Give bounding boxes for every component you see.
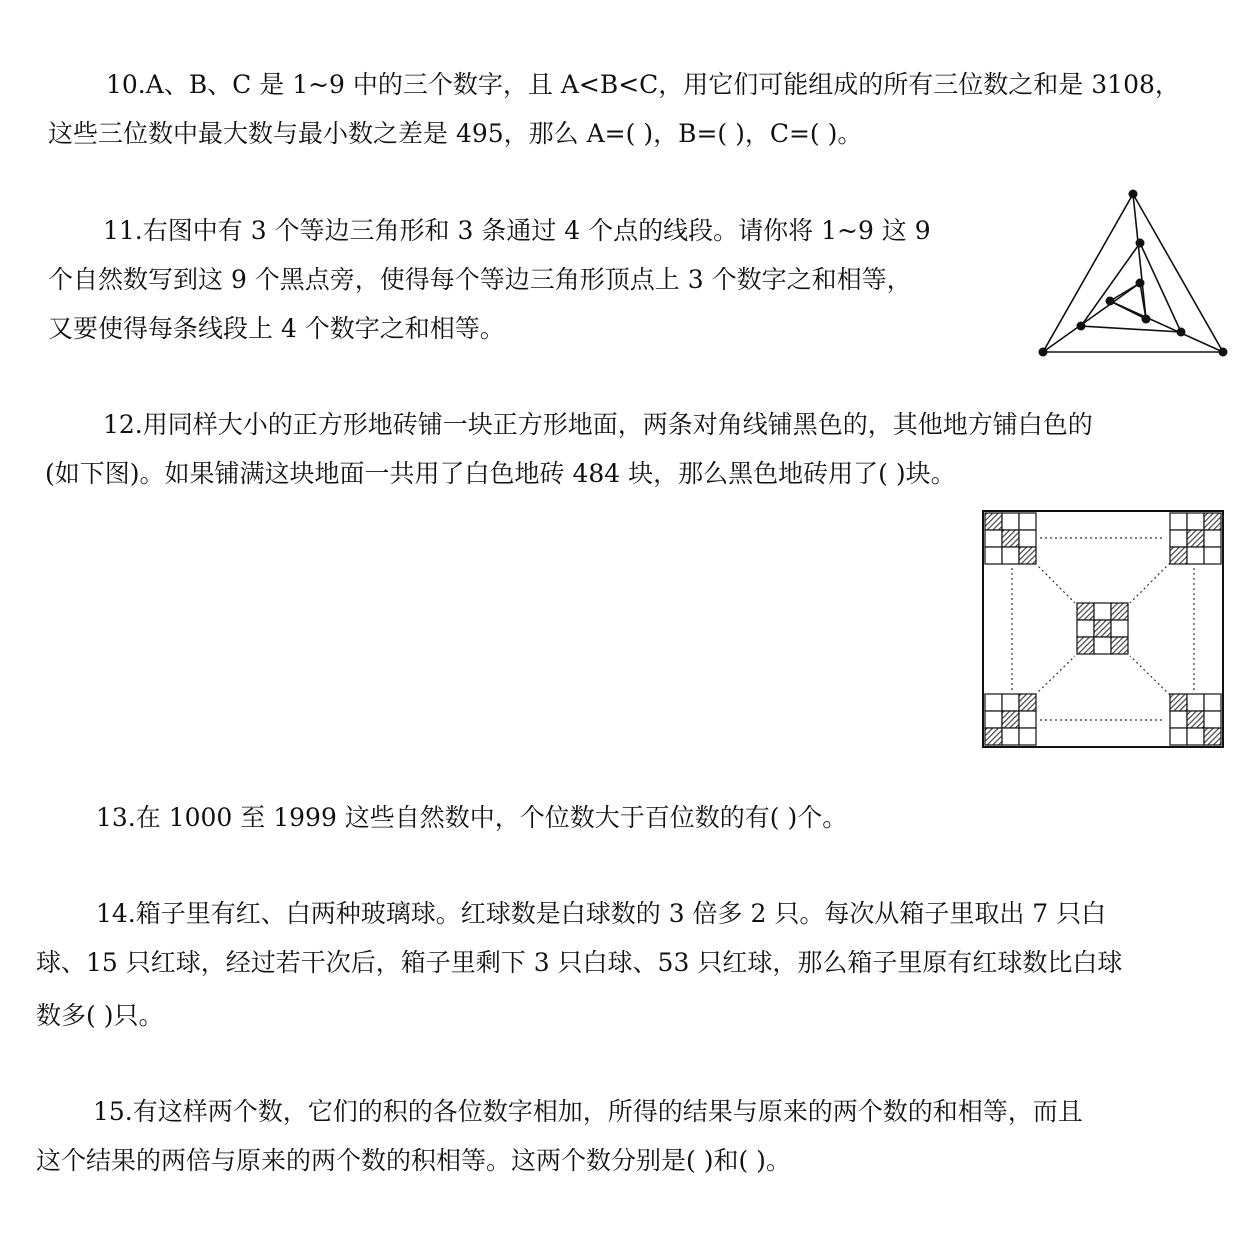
black-tile <box>1204 513 1221 530</box>
white-tile <box>1204 711 1221 728</box>
segment-line-3 <box>1110 301 1223 352</box>
problem-11-line-2: 个自然数写到这 9 个黑点旁，使得每个等边三角形顶点上 3 个数字之和相等， <box>48 265 912 294</box>
black-tile <box>1170 694 1187 711</box>
white-tile <box>1019 530 1036 547</box>
black-tile <box>1002 530 1019 547</box>
white-tile <box>1111 620 1128 637</box>
triangle-figure <box>1035 186 1235 362</box>
white-tile <box>1094 637 1111 654</box>
problem-14-line-1: 14.箱子里有红、白两种玻璃球。红球数是白球数的 3 倍多 2 只。每次从箱子里取出 7 只白 <box>96 899 1107 928</box>
tile-figure <box>980 508 1226 750</box>
dot <box>1142 315 1151 324</box>
white-tile <box>1170 530 1187 547</box>
black-tile <box>1077 603 1094 620</box>
black-tile <box>1187 530 1204 547</box>
dot <box>1129 190 1138 199</box>
white-tile <box>1019 711 1036 728</box>
black-tile <box>985 728 1002 745</box>
black-tile <box>1019 694 1036 711</box>
problem-10-line-1: 10.A、B、C 是 1~9 中的三个数字，且 A<B<C，用它们可能组成的所有三位数之和是 3108， <box>106 70 1180 99</box>
white-tile <box>1204 530 1221 547</box>
white-tile <box>1170 711 1187 728</box>
white-tile <box>1002 547 1019 564</box>
dot <box>1177 328 1186 337</box>
problem-12-line-2: (如下图)。如果铺满这块地面一共用了白色地砖 484 块，那么黑色地砖用了( )块。 <box>45 459 956 488</box>
problem-14-line-2: 球、15 只红球，经过若干次后，箱子里剩下 3 只白球、53 只红球，那么箱子里原有红球数比白球 <box>36 948 1123 977</box>
white-tile <box>1002 728 1019 745</box>
white-tile <box>1204 694 1221 711</box>
white-tile <box>1187 547 1204 564</box>
white-tile <box>985 711 1002 728</box>
white-tile <box>1019 728 1036 745</box>
problem-15-line-1: 15.有这样两个数，它们的积的各位数字相加，所得的结果与原来的两个数的和相等，而且 <box>93 1097 1083 1126</box>
outer-triangle <box>1043 194 1223 352</box>
segment-line-2 <box>1043 283 1140 352</box>
black-tile <box>1002 711 1019 728</box>
white-tile <box>1187 513 1204 530</box>
white-tile <box>1002 513 1019 530</box>
white-tile <box>1170 513 1187 530</box>
dot <box>1039 348 1048 357</box>
problem-15-line-2: 这个结果的两倍与原来的两个数的积相等。这两个数分别是( )和( )。 <box>36 1146 791 1175</box>
dot <box>1106 297 1115 306</box>
black-tile <box>985 513 1002 530</box>
white-tile <box>985 547 1002 564</box>
black-tile <box>1187 711 1204 728</box>
white-tile <box>985 530 1002 547</box>
problem-11-line-1: 11.右图中有 3 个等边三角形和 3 条通过 4 个点的线段。请你将 1~9 这 9 <box>103 216 931 245</box>
black-tile <box>1170 547 1187 564</box>
dot <box>1136 279 1145 288</box>
problem-13-line-1: 13.在 1000 至 1999 这些自然数中，个位数大于百位数的有( )个。 <box>96 803 848 832</box>
white-tile <box>1002 694 1019 711</box>
white-tile <box>1187 694 1204 711</box>
white-tile <box>1204 547 1221 564</box>
problem-12-line-1: 12.用同样大小的正方形地砖铺一块正方形地面，两条对角线铺黑色的，其他地方铺白色的 <box>103 410 1093 439</box>
problem-11-line-3: 又要使得每条线段上 4 个数字之和相等。 <box>48 314 505 343</box>
white-tile <box>1187 728 1204 745</box>
black-tile <box>1111 603 1128 620</box>
black-tile <box>1077 637 1094 654</box>
problem-14-line-3: 数多( )只。 <box>36 1001 164 1030</box>
dot <box>1136 239 1145 248</box>
white-tile <box>1077 620 1094 637</box>
white-tile <box>1170 728 1187 745</box>
dot <box>1077 322 1086 331</box>
white-tile <box>1094 603 1111 620</box>
black-tile <box>1094 620 1111 637</box>
dot <box>1219 348 1228 357</box>
white-tile <box>985 694 1002 711</box>
problem-10-line-2: 这些三位数中最大数与最小数之差是 495，那么 A=( )，B=( )，C=( )。 <box>48 119 863 148</box>
black-tile <box>1204 728 1221 745</box>
white-tile <box>1019 513 1036 530</box>
black-tile <box>1019 547 1036 564</box>
black-tile <box>1111 637 1128 654</box>
